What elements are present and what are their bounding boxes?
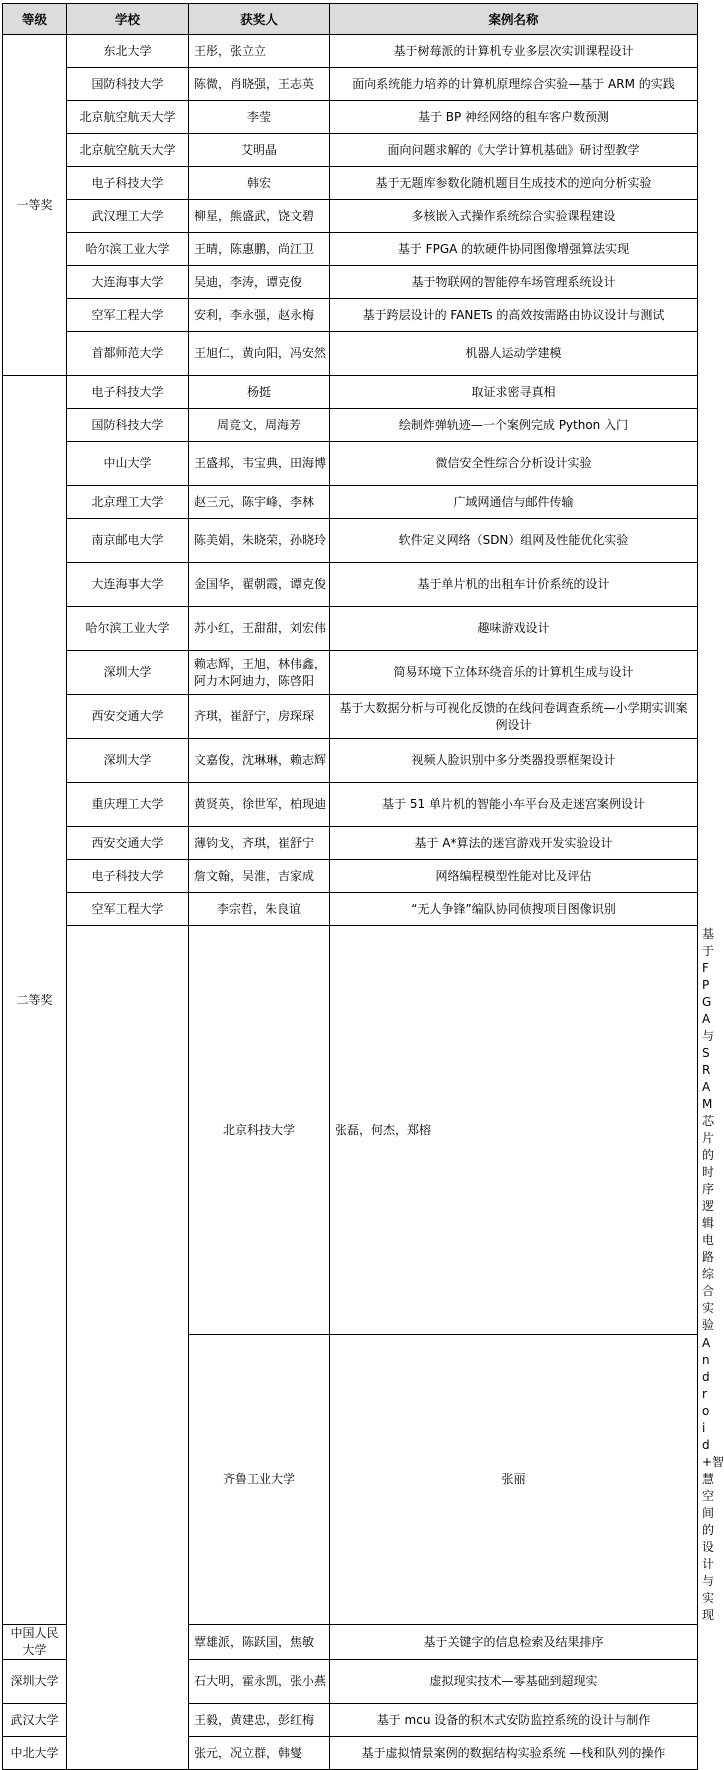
case-cell: 多核嵌入式操作系统综合实验课程建设 xyxy=(330,200,698,233)
case-cell: 基于 FPGA 的软硬件协同图像增强算法实现 xyxy=(330,233,698,266)
table-row: 齐鲁工业大学 张丽 Android+智慧空间的设计与实现 xyxy=(3,1335,698,1625)
winner-cell: 赖志辉，王旭，林伟鑫，阿力木阿迪力，陈啓阳 xyxy=(189,651,330,695)
winner-cell: 金国华，翟朝霞，谭克俊 xyxy=(189,563,330,607)
winner-cell: 张磊，何杰，郑榕 xyxy=(330,926,698,1335)
school-cell: 东北大学 xyxy=(67,35,189,68)
case-cell: 视频人脸识别中多分类器投票框架设计 xyxy=(330,739,698,783)
school-cell: 深圳大学 xyxy=(67,651,189,695)
table-row xyxy=(3,739,698,783)
winner-cell: 苏小红，王甜甜，刘宏伟 xyxy=(189,607,330,651)
table-row xyxy=(3,266,698,299)
table-row xyxy=(3,519,698,563)
case-cell: 基于物联网的智能停车场管理系统设计 xyxy=(330,266,698,299)
school-cell: 大连海事大学 xyxy=(67,266,189,299)
case-cell: 基于树莓派的计算机专业多层次实训课程设计 xyxy=(330,35,698,68)
case-cell: 微信安全性综合分析设计实验 xyxy=(330,442,698,486)
winner-cell: 覃雄派，陈跃国，焦敏 xyxy=(189,1625,330,1660)
case-cell: 简易环境下立体环绕音乐的计算机生成与设计 xyxy=(330,651,698,695)
table-header-row xyxy=(3,4,698,35)
case-cell: 趣味游戏设计 xyxy=(330,607,698,651)
winner-cell: 赵三元，陈宇峰，李林 xyxy=(189,486,330,519)
winner-cell: 陈美娟，朱晓荣，孙晓玲 xyxy=(189,519,330,563)
level-continued xyxy=(67,926,189,1770)
header-winner: 获奖人 xyxy=(189,4,330,35)
winner-cell: 陈微，肖晓强，王志英 xyxy=(189,68,330,101)
table-row xyxy=(3,783,698,827)
school-cell: 空军工程大学 xyxy=(67,299,189,332)
winner-cell: 齐琪，崔舒宁，房琛琛 xyxy=(189,695,330,739)
table-row xyxy=(3,860,698,893)
table-row xyxy=(3,563,698,607)
table-row xyxy=(3,101,698,134)
case-cell: 虚拟现实技术—零基础到超现实 xyxy=(330,1660,698,1704)
table-row xyxy=(3,651,698,695)
winner-cell: 石大明，霍永凯，张小燕 xyxy=(189,1660,330,1704)
winner-cell: 王彤，张立立 xyxy=(189,35,330,68)
table-row xyxy=(3,695,698,739)
winner-cell: 安利，李永强，赵永梅 xyxy=(189,299,330,332)
winner-cell: 吴迪，李涛，谭克俊 xyxy=(189,266,330,299)
case-cell: 基于大数据分析与可视化反馈的在线问卷调查系统—小学期实训案例设计 xyxy=(330,695,698,739)
school-cell: 北京航空航天大学 xyxy=(67,101,189,134)
table-row xyxy=(3,233,698,266)
school-cell: 武汉大学 xyxy=(3,1704,67,1737)
winner-cell: 杨挺 xyxy=(189,376,330,409)
table-row xyxy=(3,299,698,332)
school-cell: 电子科技大学 xyxy=(67,860,189,893)
level-first: 一等奖 xyxy=(3,35,67,376)
case-cell: 基于虚拟情景案例的数据结构实验系统 —栈和队列的操作 xyxy=(330,1737,698,1770)
school-cell: 哈尔滨工业大学 xyxy=(67,233,189,266)
winner-cell: 艾明晶 xyxy=(189,134,330,167)
case-cell: 面向系统能力培养的计算机原理综合实验—基于 ARM 的实践 xyxy=(330,68,698,101)
table-row xyxy=(3,200,698,233)
school-cell: 大连海事大学 xyxy=(67,563,189,607)
table-row xyxy=(3,68,698,101)
case-cell: 基于 A*算法的迷宫游戏开发实验设计 xyxy=(330,827,698,860)
school-cell: 首都师范大学 xyxy=(67,332,189,376)
case-cell: 面向问题求解的《大学计算机基础》研讨型教学 xyxy=(330,134,698,167)
winner-cell: 张元，况立群，韩燮 xyxy=(189,1737,330,1770)
case-cell: 基于单片机的出租车计价系统的设计 xyxy=(330,563,698,607)
header-case: 案例名称 xyxy=(330,4,698,35)
school-cell: 中山大学 xyxy=(67,442,189,486)
school-cell: 深圳大学 xyxy=(67,739,189,783)
winner-cell: 王晴，陈惠鹏，尚江卫 xyxy=(189,233,330,266)
winner-cell: 李莹 xyxy=(189,101,330,134)
case-cell: 取证求密寻真相 xyxy=(330,376,698,409)
header-school: 学校 xyxy=(67,4,189,35)
table-row xyxy=(3,376,698,409)
case-cell: 基于 mcu 设备的积木式安防监控系统的设计与制作 xyxy=(330,1704,698,1737)
table-row xyxy=(3,486,698,519)
school-cell: 深圳大学 xyxy=(3,1660,67,1704)
table-row xyxy=(3,332,698,376)
winner-cell: 黄贤英，徐世军，柏现迪 xyxy=(189,783,330,827)
school-cell: 空军工程大学 xyxy=(67,893,189,926)
school-cell: 西安交通大学 xyxy=(67,695,189,739)
table-row xyxy=(3,442,698,486)
school-cell: 哈尔滨工业大学 xyxy=(67,607,189,651)
award-table xyxy=(2,3,724,1770)
level-second: 二等奖 xyxy=(3,376,67,1625)
winner-cell: 王旭仁，黄向阳，冯安然 xyxy=(189,332,330,376)
school-cell: 国防科技大学 xyxy=(67,68,189,101)
case-cell: 广域网通信与邮件传输 xyxy=(330,486,698,519)
table-row xyxy=(3,35,698,68)
case-cell: 基于跨层设计的 FANETs 的高效按需路由协议设计与测试 xyxy=(330,299,698,332)
table-row xyxy=(3,409,698,442)
winner-cell: 柳星，熊盛武，饶文碧 xyxy=(189,200,330,233)
school-cell: 北京科技大学 xyxy=(189,926,330,1335)
header-level: 等级 xyxy=(3,4,67,35)
school-cell: 中北大学 xyxy=(3,1737,67,1770)
school-cell: 北京航空航天大学 xyxy=(67,134,189,167)
school-cell: 南京邮电大学 xyxy=(67,519,189,563)
school-cell: 国防科技大学 xyxy=(67,409,189,442)
school-cell: 电子科技大学 xyxy=(67,376,189,409)
table-row xyxy=(3,827,698,860)
winner-cell: 韩宏 xyxy=(189,167,330,200)
case-cell: 基于 51 单片机的智能小车平台及走迷宫案例设计 xyxy=(330,783,698,827)
case-cell: 绘制炸弹轨迹—一个案例完成 Python 入门 xyxy=(330,409,698,442)
case-cell: 基于 BP 神经网络的租车客户数预测 xyxy=(330,101,698,134)
case-cell: 基于关键字的信息检索及结果排序 xyxy=(330,1625,698,1660)
case-cell: 软件定义网络（SDN）组网及性能优化实验 xyxy=(330,519,698,563)
case-cell: 网络编程模型性能对比及评估 xyxy=(330,860,698,893)
winner-cell: 文嘉俊，沈琳琳，赖志辉 xyxy=(189,739,330,783)
winner-cell: 王毅，黄建忠，彭红梅 xyxy=(189,1704,330,1737)
case-cell: 基于无题库参数化随机题目生成技术的逆向分析实验 xyxy=(330,167,698,200)
school-cell: 中国人民大学 xyxy=(3,1625,67,1660)
winner-cell: 周竞文，周海芳 xyxy=(189,409,330,442)
table-row xyxy=(3,134,698,167)
winner-cell: 张丽 xyxy=(330,1335,698,1625)
winner-cell: 王盛邦，韦宝典，田海博 xyxy=(189,442,330,486)
school-cell: 武汉理工大学 xyxy=(67,200,189,233)
table-row xyxy=(3,607,698,651)
school-cell: 西安交通大学 xyxy=(67,827,189,860)
school-cell: 齐鲁工业大学 xyxy=(189,1335,330,1625)
case-cell: 机器人运动学建模 xyxy=(330,332,698,376)
table-row xyxy=(3,893,698,926)
winner-cell: 薄钧戈，齐琪，崔舒宁 xyxy=(189,827,330,860)
school-cell: 电子科技大学 xyxy=(67,167,189,200)
school-cell: 重庆理工大学 xyxy=(67,783,189,827)
table-row xyxy=(3,167,698,200)
case-cell: “无人争锋”编队协同侦搜项目图像识别 xyxy=(330,893,698,926)
school-cell: 北京理工大学 xyxy=(67,486,189,519)
winner-cell: 詹文翰，吴淮，吉家成 xyxy=(189,860,330,893)
winner-cell: 李宗哲，朱良谊 xyxy=(189,893,330,926)
table-row: 北京科技大学 张磊，何杰，郑榕 基于 FPGA 与 SRAM 芯片的时序逻辑电路综合实验 xyxy=(3,926,698,1335)
